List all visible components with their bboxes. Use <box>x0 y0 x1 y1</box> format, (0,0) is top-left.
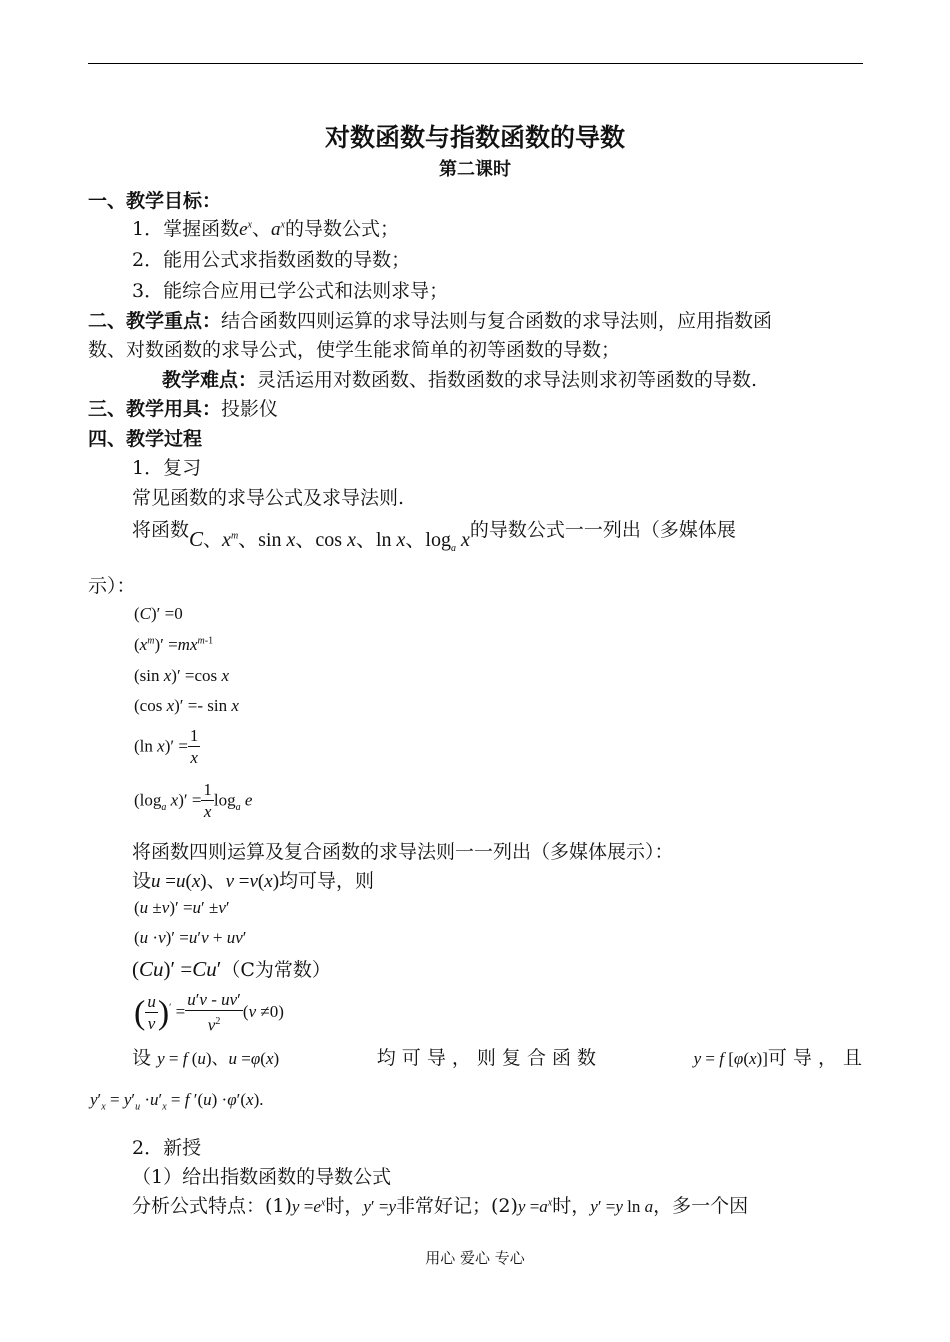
objective-3: 3．能综合应用已学公式和法则求导； <box>132 280 449 302</box>
section-objectives-heading: 一、教学目标： <box>88 190 222 212</box>
page-footer: 用心 爱心 专心 <box>425 1249 525 1267</box>
assume-line: 设u =u(x)、v =v(x)均可导，则 <box>132 870 375 892</box>
chain-rule-formula: $y'_x = y'_u \cdot u'_x = f$ ′(u) ·φ′(x). <box>90 1090 264 1113</box>
key-points-cont: 数、对数函数的求导公式，使学生能求简单的初等函数的导数； <box>88 339 621 361</box>
difficulties: 教学难点：灵活运用对数函数、指数函数的求导法则求初等函数的导数. <box>162 369 758 391</box>
review-line2: 将函数C、$x^m$、sin x、cos x、ln x、$\log_a x$的导数公式一一列出（多媒体展 <box>132 519 736 554</box>
process-heading: 四、教学过程 <box>88 428 203 450</box>
formula-ln: (ln x)′ = $\frac{1}{x}$ <box>134 726 199 767</box>
page-subtitle: 第二课时 <box>439 159 511 180</box>
formula-sin: (sin x)′ =cos x <box>134 666 229 685</box>
key-points: 二、教学重点：结合函数四则运算的求导法则与复合函数的求导法则，应用指数函 <box>88 310 773 332</box>
formula-const: (C)′ =0 <box>134 604 183 623</box>
page-title: 对数函数与指数函数的导数 <box>324 123 625 152</box>
rules-intro: 将函数四则运算及复合函数的求导法则一一列出（多媒体展示）： <box>132 841 674 863</box>
rule-sum: (u ±v)′ =u′ ±v′ <box>134 898 230 917</box>
new-lesson-sub: （1）给出指数函数的导数公式 <box>132 1166 392 1188</box>
rule-constant: (Cu)′ =Cu′（C为常数） <box>132 957 331 981</box>
rule-product: (u ·v)′ =u′v + uv′ <box>134 928 247 947</box>
review-line3: 示）： <box>88 575 136 597</box>
objective-2: 2．能用公式求指数函数的导数； <box>132 249 411 271</box>
new-lesson-label: 2．新授 <box>132 1137 202 1159</box>
review-line1: 常见函数的求导公式及求导法则. <box>132 487 405 509</box>
header-rule <box>88 63 863 64</box>
formula-cos: (cos x)′ =- sin x <box>134 696 239 715</box>
formula-log: ($\log_a$ x)′ = $\frac{1}{x}$ $\log_a e$ <box>134 780 253 821</box>
rule-quotient: ( $\frac{u}{v}$ )′ = $\frac{u'v - uv'}{v^2}$ (v ≠0) <box>134 990 284 1035</box>
formula-power: $(x^m)' =mx^{m-1}$ <box>134 635 214 654</box>
tools: 三、教学用具：投影仪 <box>88 398 279 420</box>
analysis-line: 分析公式特点：$(1)y =e^x$时，y′ =y非常好记；$(2)y =a^x$时，y′ =y ln a，多一个因 <box>132 1195 749 1217</box>
chain-rule-line: 设 y = f (u)、u =φ(x) 均 可 导 ， 则 复 合 函 数 y = f [φ(x)]可 导 ， 且 <box>132 1047 862 1069</box>
review-label: 1．复习 <box>132 457 202 479</box>
objective-1: 1．掌握函数$e^x$、$a^x$的导数公式； <box>132 218 399 240</box>
